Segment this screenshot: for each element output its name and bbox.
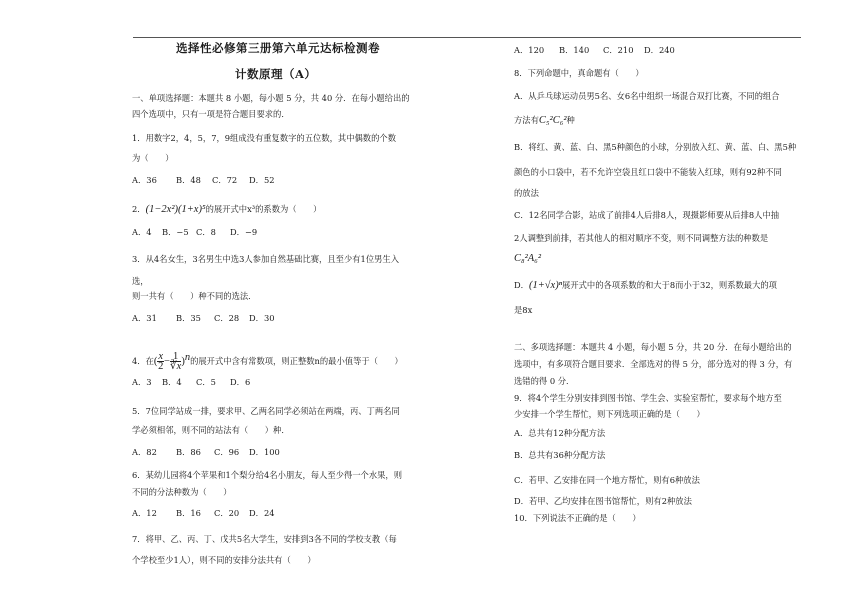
- q4-fraction-root: $\frac{1}{∛x}$: [169, 350, 182, 372]
- q9-option-b: B．总共有36种分配方法: [514, 450, 606, 460]
- q7-option-d: D．240: [644, 45, 675, 55]
- q3-stem-line2: 选，: [132, 276, 149, 286]
- q6-stem-line1: 6．某幼儿园将4个苹果和1个梨分给4名小朋友，每人至少得一个水果，则: [132, 470, 403, 480]
- header-rule: [133, 37, 801, 38]
- q3-option-a: A．31: [132, 313, 157, 323]
- section2-intro-line3: 选错的得 0 分．: [514, 376, 575, 386]
- q4-option-d: D．6: [230, 377, 251, 387]
- q1-option-d: D．52: [249, 175, 275, 185]
- q5-stem-line1: 5．7位同学站成一排，要求甲、乙两名同学必须站在两端，丙、丁两名同: [132, 406, 400, 416]
- q2-stem: 2．(1−2x²)(1+x)⁵的展开式中x³的系数为（ ）: [132, 204, 322, 215]
- q8-option-b-line3: 的放法: [514, 188, 539, 198]
- q5-stem-line2: 学必须相邻，则不同的站法有（ ）种．: [132, 425, 290, 435]
- q10-stem: 10．下列说法不正确的是（ ）: [514, 513, 641, 523]
- q6-option-a: A．12: [132, 508, 157, 518]
- section2-intro-line1: 二、多项选择题：本题共 4 小题，每小题 5 分，共 20 分．在每小题给出的: [514, 342, 792, 352]
- q8-option-c-line2: 2人调整到前排，若其他人的相对顺序不变，则不同调整方法的种数是: [514, 233, 769, 243]
- q7-stem-line1: 7．将甲、乙、丙、丁、戊共5名大学生，安排到3各不同的学校支教（每: [132, 534, 397, 544]
- q9-stem-line2: 少安排一个学生帮忙，则下列选项正确的是（ ）: [514, 409, 705, 419]
- q2-option-d: D．−9: [230, 227, 258, 237]
- q6-stem-line2: 不同的分法种数为（ ）: [132, 487, 232, 497]
- section1-intro-line2: 四个选项中，只有一项是符合题目要求的．: [132, 109, 290, 119]
- q3-option-c: C．28: [214, 313, 240, 323]
- q5-option-a: A．82: [132, 447, 157, 457]
- q9-option-a: A．总共有12种分配方法: [514, 428, 606, 438]
- q7-stem-line2: 个学校至少1人），则不同的安排分法共有（ ）: [132, 555, 316, 565]
- q8-option-b-line2: 颜色的小口袋中，若不允许空袋且红口袋中不能装入红球，则有92种不同: [514, 167, 782, 177]
- section2-intro-line2: 选项中，有多项符合题目要求．全部选对的得 5 分，部分选对的得 3 分，有: [514, 359, 793, 369]
- document-title: 选择性必修第三册第六单元达标检测卷: [176, 41, 380, 55]
- q9-stem-line1: 9．将4个学生分别安排到图书馆、学生会、实验室帮忙，要求每个地方至: [514, 393, 782, 403]
- q6-option-b: B．16: [176, 508, 201, 518]
- q4-stem: 4．在( $\frac{x}{2}$ − $\frac{1}{∛x}$ )$^n$的展开式中含有常数项，则正整数n的最小值等于（ ）: [132, 350, 403, 372]
- q8-stem: 8．下列命题中，真命题有（ ）: [514, 68, 644, 78]
- q5-option-d: D．100: [249, 447, 280, 457]
- q4-option-b: B．4: [162, 377, 182, 387]
- q1-stem-line2: 为（ ）: [132, 153, 174, 163]
- q2-option-c: C．8: [196, 227, 216, 237]
- q4-prefix: 4．在: [132, 355, 154, 366]
- q6-option-c: C．20: [214, 508, 240, 518]
- q8-option-a-expr: C₅²C₆²: [538, 115, 567, 126]
- q9-option-c: C．若甲、乙安排在同一个地方帮忙，则有6种放法: [514, 475, 700, 485]
- q1-stem-line1: 1．用数字2，4，5，7，9组成没有重复数字的五位数，其中偶数的个数: [132, 133, 396, 143]
- q8-option-d-line2: 是8x: [514, 305, 533, 315]
- q3-stem-line1: 3．从4名女生，3名男生中选3人参加自然基础比赛，且至少有1位男生入: [132, 254, 400, 264]
- q4-option-a: A．3: [132, 377, 152, 387]
- q4-stem-text: 的展开式中含有常数项，则正整数n的最小值等于（ ）: [190, 355, 403, 366]
- q3-stem-line3: 则一共有（ ）种不同的选法．: [132, 291, 257, 301]
- q6-option-d: D．24: [249, 508, 275, 518]
- q7-option-a: A．120: [514, 45, 545, 55]
- q7-option-b: B．140: [559, 45, 590, 55]
- q2-stem-text: 的展开式中x³的系数为（ ）: [205, 204, 322, 214]
- q8-option-c-expr: C₈²A₆²: [514, 253, 542, 264]
- q4-option-c: C．5: [196, 377, 216, 387]
- q8-option-a-line1: A．从乒乓球运动员男5名、女6名中组织一场混合双打比赛，不同的组合: [514, 91, 780, 101]
- section1-intro-line1: 一、单项选择题：本题共 8 小题，每小题 5 分，共 40 分．在每小题给出的: [132, 93, 410, 103]
- q5-option-b: B．86: [176, 447, 201, 457]
- q9-option-d: D．若甲、乙均安排在图书馆帮忙，则有2种放法: [514, 496, 692, 506]
- q5-option-c: C．96: [214, 447, 240, 457]
- q8-option-b-line1: B．将红、黄、蓝、白、黑5种颜色的小球，分别放入红、黄、蓝、白、黑5种: [514, 142, 797, 152]
- q2-option-a: A．4: [132, 227, 152, 237]
- q1-option-a: A．36: [132, 175, 157, 185]
- q8-option-a-line2: 方法有C₅²C₆²种: [514, 115, 575, 126]
- q8-option-d-line1: D．(1+√x)ⁿ展开式中的各项系数的和大于8而小于32，则系数最大的项: [514, 280, 777, 291]
- q4-fraction-x: $\frac{x}{2}$: [158, 350, 164, 372]
- q2-option-b: B．−5: [162, 227, 189, 237]
- q2-expression: (1−2x²)(1+x)⁵: [145, 204, 206, 215]
- q8-option-d-expr: (1+√x)ⁿ: [528, 280, 563, 291]
- q7-option-c: C．210: [603, 45, 634, 55]
- document-subtitle: 计数原理（A）: [235, 67, 317, 81]
- q3-option-b: B．35: [176, 313, 201, 323]
- q1-option-c: C．72: [212, 175, 238, 185]
- q8-option-c-line1: C．12名同学合影，站成了前排4人后排8人，现摄影师要从后排8人中抽: [514, 210, 780, 220]
- q3-option-d: D．30: [249, 313, 275, 323]
- q1-option-b: B．48: [176, 175, 201, 185]
